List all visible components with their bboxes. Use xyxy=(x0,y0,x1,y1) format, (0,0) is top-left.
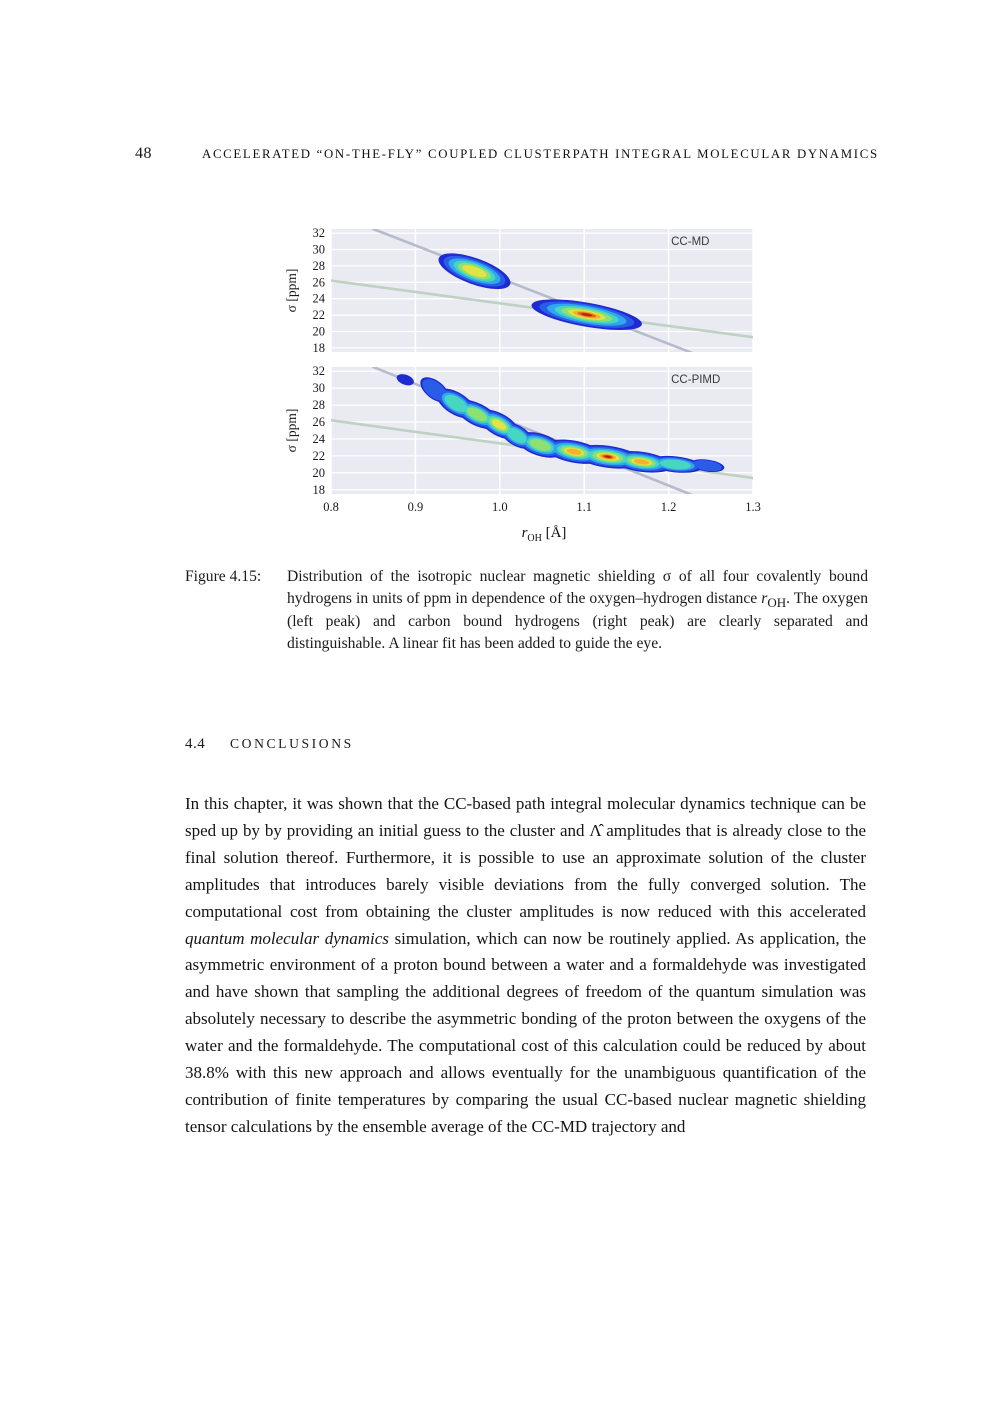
section-heading xyxy=(185,736,354,753)
y-tick-label: 32 xyxy=(312,227,325,241)
y-tick-label: 24 xyxy=(312,431,325,446)
x-tick-label: 0.9 xyxy=(407,500,424,514)
y-tick-label: 30 xyxy=(312,381,325,396)
page-number: 48 xyxy=(135,145,152,162)
y-tick-label: 32 xyxy=(312,364,325,379)
x-tick-label: 0.8 xyxy=(323,500,339,514)
density-chart-svg xyxy=(283,227,763,523)
y-axis-label: σ [ppm] xyxy=(284,268,299,313)
text-segment: OH xyxy=(527,533,542,544)
body-paragraph xyxy=(185,791,866,1141)
x-axis-label xyxy=(283,525,763,542)
y-axis-label: σ [ppm] xyxy=(284,408,299,453)
x-tick-label: 1.2 xyxy=(660,500,677,514)
y-tick-label: 26 xyxy=(312,415,325,430)
text-segment: Distribution of the isotropic nuclear magnetic shielding σ of all four covalently bound hydrogens in units of ppm in dependence of the oxygen–hydrogen distance xyxy=(287,568,868,608)
figure-caption-label: Figure 4.15: xyxy=(185,568,262,585)
y-tick-label: 22 xyxy=(312,448,325,463)
panel-label: CC-MD xyxy=(671,236,710,248)
text-segment: r xyxy=(521,525,528,541)
panel-label: CC-PIMD xyxy=(671,374,721,386)
running-header xyxy=(135,145,900,163)
y-tick-label: 20 xyxy=(312,465,325,480)
plot-area xyxy=(331,367,753,494)
density-chart xyxy=(283,227,763,523)
y-tick-label: 22 xyxy=(312,308,325,323)
x-tick-label: 1.3 xyxy=(745,500,761,514)
y-tick-label: 18 xyxy=(312,340,325,355)
section-title: CONCLUSIONS xyxy=(230,736,354,751)
text-segment: OH xyxy=(767,595,787,611)
text-segment: simulation, which can now be routinely applied. As application, the asymmetric environment of a proton bound between a water and a formaldehyde was investigated and have shown that sampling the additional degrees of freedom of the quantum simulation was absolutely necessary to describe the asymmetric bonding of the proton between the oxygens of the water and the formaldehyde. The computational cost of this calculation could be reduced by about 38.8% with this new approach and allows eventually for the unambiguous quantification of the contribution of finite temperatures by comparing the usual CC-based nuclear magnetic shielding tensor calculations by the ensemble average of the CC-MD trajectory and xyxy=(185,928,866,1136)
text-segment: In this chapter, it was shown that the CC-based path integral molecular dynamics technique can be sped up by by providing an initial guess to the cluster and Λ̂ amplitudes that is already close to the final solution thereof. Furthermore, it is possible to use an approximate solution of the cluster amplitudes that introduces barely visible deviations from the fully converged solution. The computational cost from obtaining the cluster amplitudes is now reduced with this accelerated xyxy=(185,794,866,921)
text-segment: quantum molecular dynamics xyxy=(185,928,389,948)
y-tick-label: 20 xyxy=(312,324,325,339)
text-segment: [Å] xyxy=(541,525,567,541)
y-tick-label: 26 xyxy=(312,275,325,290)
y-tick-label: 18 xyxy=(312,482,325,497)
x-tick-label: 1.0 xyxy=(491,500,508,514)
figure-caption-text xyxy=(287,568,868,652)
x-tick-label: 1.1 xyxy=(576,500,593,514)
text-segment: r xyxy=(761,590,768,608)
text-segment: . The oxygen (left peak) and carbon bound hydrogens (right peak) are clearly separated and distinguishable. A linear fit has been added to guide the eye. xyxy=(287,590,868,653)
running-header-title: ACCELERATED “ON-THE-FLY” COUPLED CLUSTERPATH INTEGRAL MOLECULAR DYNAMICS xyxy=(202,147,879,161)
figure-caption xyxy=(185,566,868,656)
y-tick-label: 30 xyxy=(312,242,325,257)
y-tick-label: 28 xyxy=(312,258,325,273)
y-tick-label: 28 xyxy=(312,398,325,413)
y-tick-label: 24 xyxy=(312,291,325,306)
figure-4-15 xyxy=(283,227,763,542)
section-number: 4.4 xyxy=(185,736,206,752)
